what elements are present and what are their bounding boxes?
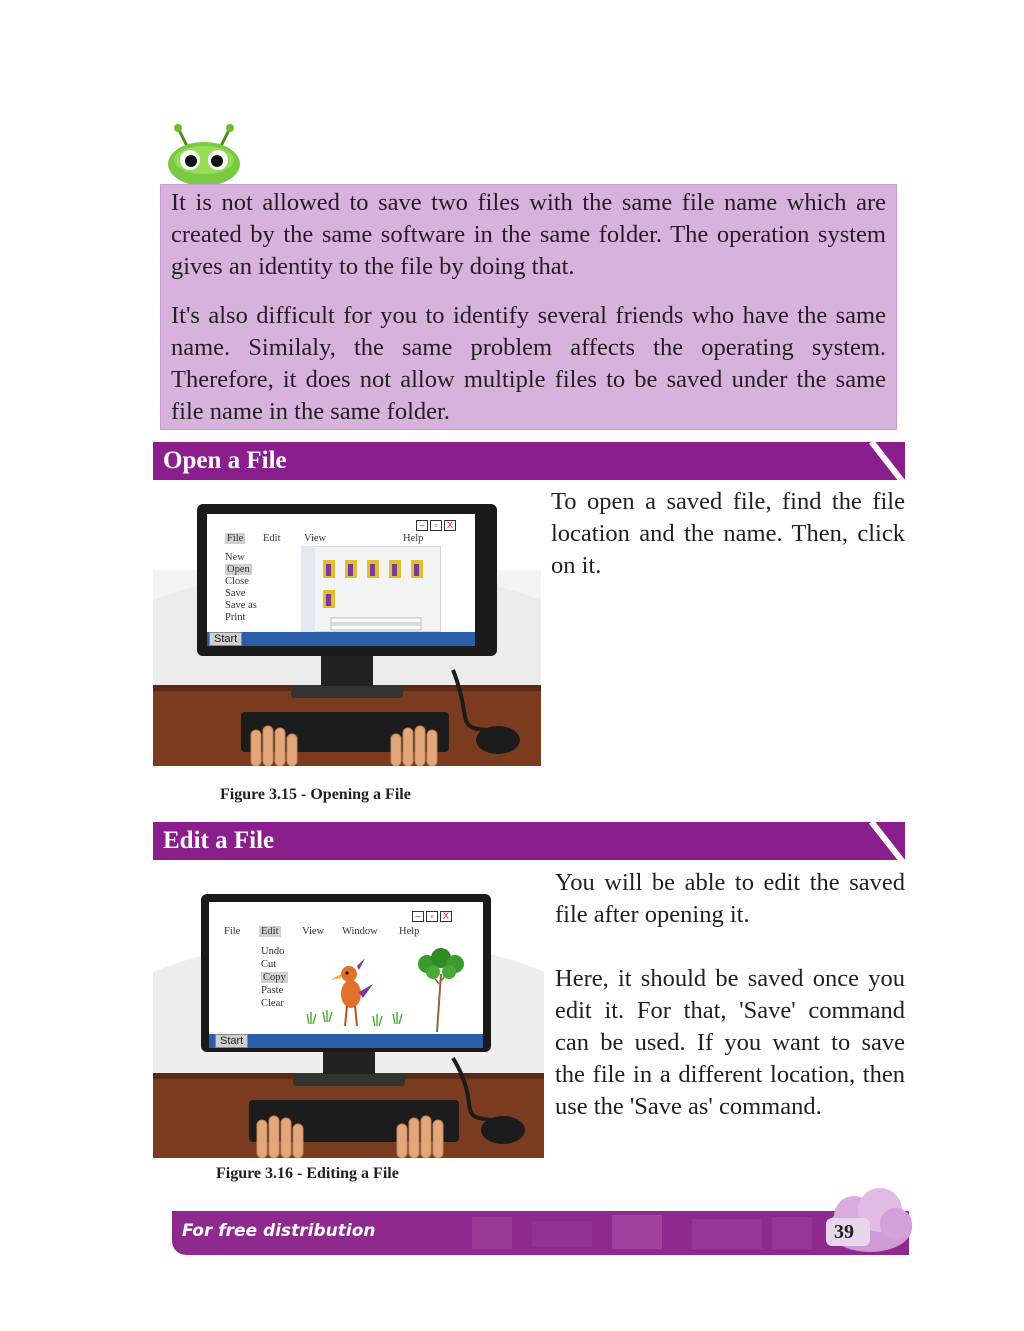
note-box <box>160 184 897 430</box>
open-file-description: To open a saved file, find the file location and the name. Then, click on it. <box>551 488 905 579</box>
section-header-edit <box>153 822 905 860</box>
menu-window[interactable]: Window <box>342 926 378 937</box>
menu-item-cut[interactable]: Cut <box>261 959 277 970</box>
menu-item-copy[interactable]: Copy <box>263 972 286 983</box>
tree-drawing <box>418 948 464 1032</box>
menu-item-save-as[interactable]: Save as <box>225 600 257 611</box>
start-button[interactable]: Start <box>215 1034 248 1048</box>
menu-help[interactable]: Help <box>403 533 424 544</box>
bar-slash-decoration <box>869 822 905 860</box>
bar-slash-decoration <box>869 442 905 480</box>
file-menu-dropdown <box>225 552 257 624</box>
bird-drawing <box>331 958 373 1026</box>
menu-item-clear[interactable]: Clear <box>261 998 284 1009</box>
open-file-dialog <box>301 546 441 632</box>
menu-item-paste[interactable]: Paste <box>261 985 284 996</box>
menu-item-open[interactable]: Open <box>227 564 250 575</box>
maximize-icon[interactable]: ▫ <box>426 911 438 922</box>
menu-file[interactable]: File <box>227 533 244 544</box>
footer-distribution-text: For free distribution <box>182 1221 376 1241</box>
menu-item-print[interactable]: Print <box>225 612 246 623</box>
menu-item-undo[interactable]: Undo <box>261 946 285 957</box>
close-icon[interactable]: X <box>444 520 456 531</box>
page-number: 39 <box>834 1221 854 1243</box>
figure-caption-3-15: Figure 3.15 - Opening a File <box>220 786 411 803</box>
menu-view[interactable]: View <box>302 926 325 937</box>
edit-file-description <box>555 867 905 1123</box>
close-icon[interactable]: X <box>440 911 452 922</box>
edit-paragraph-1: You will be able to edit the saved file after opening it. <box>555 869 905 928</box>
edit-menu-dropdown <box>261 945 288 1010</box>
menu-help[interactable]: Help <box>399 926 420 937</box>
maximize-icon[interactable]: ▫ <box>430 520 442 531</box>
drawing-canvas <box>303 944 473 1034</box>
menubar <box>259 926 281 937</box>
taskbar <box>207 632 475 646</box>
section-title: Edit a File <box>163 827 275 854</box>
minimize-icon[interactable]: – <box>416 520 428 531</box>
section-header-open <box>153 442 905 480</box>
window-controls <box>412 911 452 922</box>
note-paragraph-2: It's also difficult for you to identify several friends who have the same name. Similaly, the same problem affects the operating system. Therefore, it does not allow multiple files to be saved under the same file name in the same folder. <box>171 302 886 425</box>
figure-editing-file <box>153 868 544 1158</box>
minimize-icon[interactable]: – <box>412 911 424 922</box>
taskbar <box>209 1034 483 1048</box>
menu-file[interactable]: File <box>224 926 241 937</box>
figure-opening-file <box>153 490 541 766</box>
menu-item-save[interactable]: Save <box>225 588 246 599</box>
menu-item-close[interactable]: Close <box>225 576 249 587</box>
window-controls <box>416 520 456 531</box>
start-button[interactable]: Start <box>209 632 242 646</box>
figure-caption-3-16: Figure 3.16 - Editing a File <box>216 1165 399 1182</box>
section-title: Open a File <box>163 447 287 474</box>
menu-edit[interactable]: Edit <box>263 533 281 544</box>
edit-paragraph-2: Here, it should be saved once you edit it. For that, 'Save' command can be used. If you want to save the file in a different location, then use the 'Save as' command. <box>555 965 905 1120</box>
menu-edit[interactable]: Edit <box>261 926 279 937</box>
menu-view[interactable]: View <box>304 533 327 544</box>
grass-drawing <box>307 1010 402 1026</box>
note-paragraph-1: It is not allowed to save two files with the same file name which are created by the same software in the same folder. The operation system gives an identity to the file by doing that. <box>171 189 886 280</box>
bug-mascot-icon <box>160 120 250 190</box>
menu-item-new[interactable]: New <box>225 552 245 563</box>
menubar <box>225 533 245 544</box>
